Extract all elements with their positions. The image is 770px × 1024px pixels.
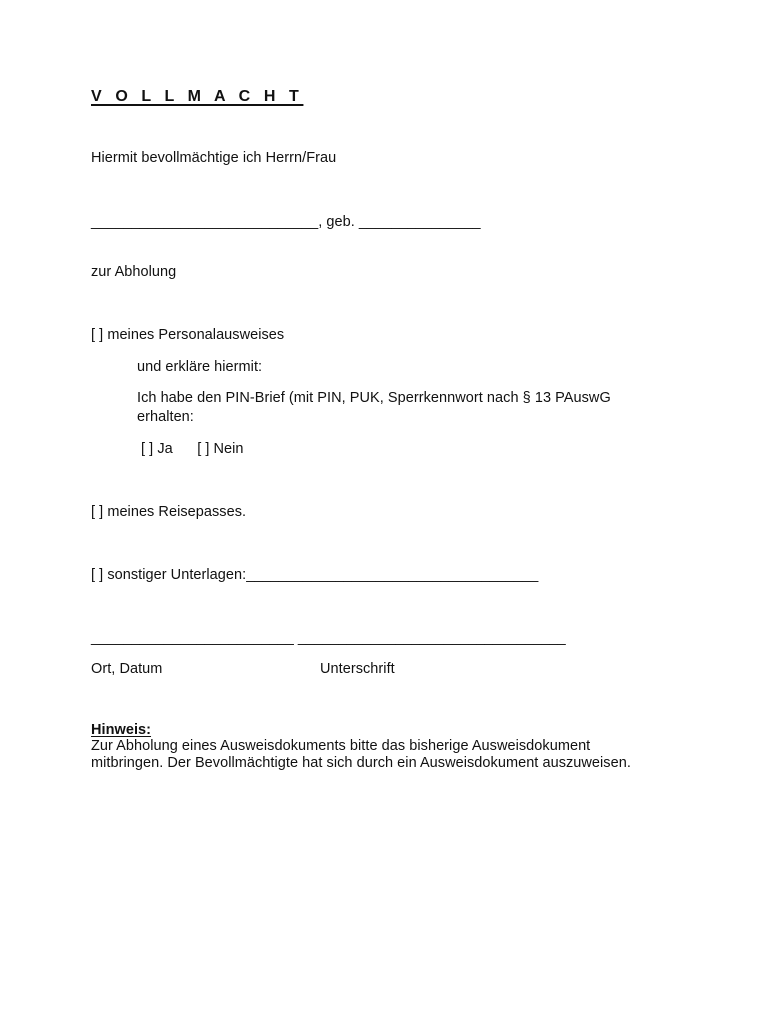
declaration-text: und erkläre hiermit: [137,359,263,375]
note-text-1: Zur Abholung eines Ausweisdokuments bitte das bisherige Ausweisdokument [91,738,591,754]
intro-text: Hiermit bevollmächtige ich Herrn/Frau [91,150,337,166]
yes-no-options: [ ] Ja [ ] Nein [141,441,244,457]
note-label: Hinweis: [91,722,152,738]
note-text-2: mitbringen. Der Bevollmächtigte hat sich durch ein Ausweisdokument auszuweisen. [91,755,631,771]
option-id-card: [ ] meines Personalausweises [91,327,285,343]
document-title: V O L L M A C H T [91,88,304,105]
pin-letter-text-2: erhalten: [137,409,194,425]
signature-field-lines: _________________________ _________________________________ [91,630,566,646]
option-passport: [ ] meines Reisepasses. [91,504,247,520]
purpose-text: zur Abholung [91,264,177,280]
signature-label: Unterschrift [320,661,395,677]
place-date-label: Ort, Datum [91,661,163,677]
option-other-documents: [ ] sonstiger Unterlagen:____________________________________ [91,567,539,583]
pin-letter-text-1: Ich habe den PIN-Brief (mit PIN, PUK, Sperrkennwort nach § 13 PAuswG [137,390,611,406]
name-birth-field-line: ____________________________, geb. _______________ [91,214,481,230]
